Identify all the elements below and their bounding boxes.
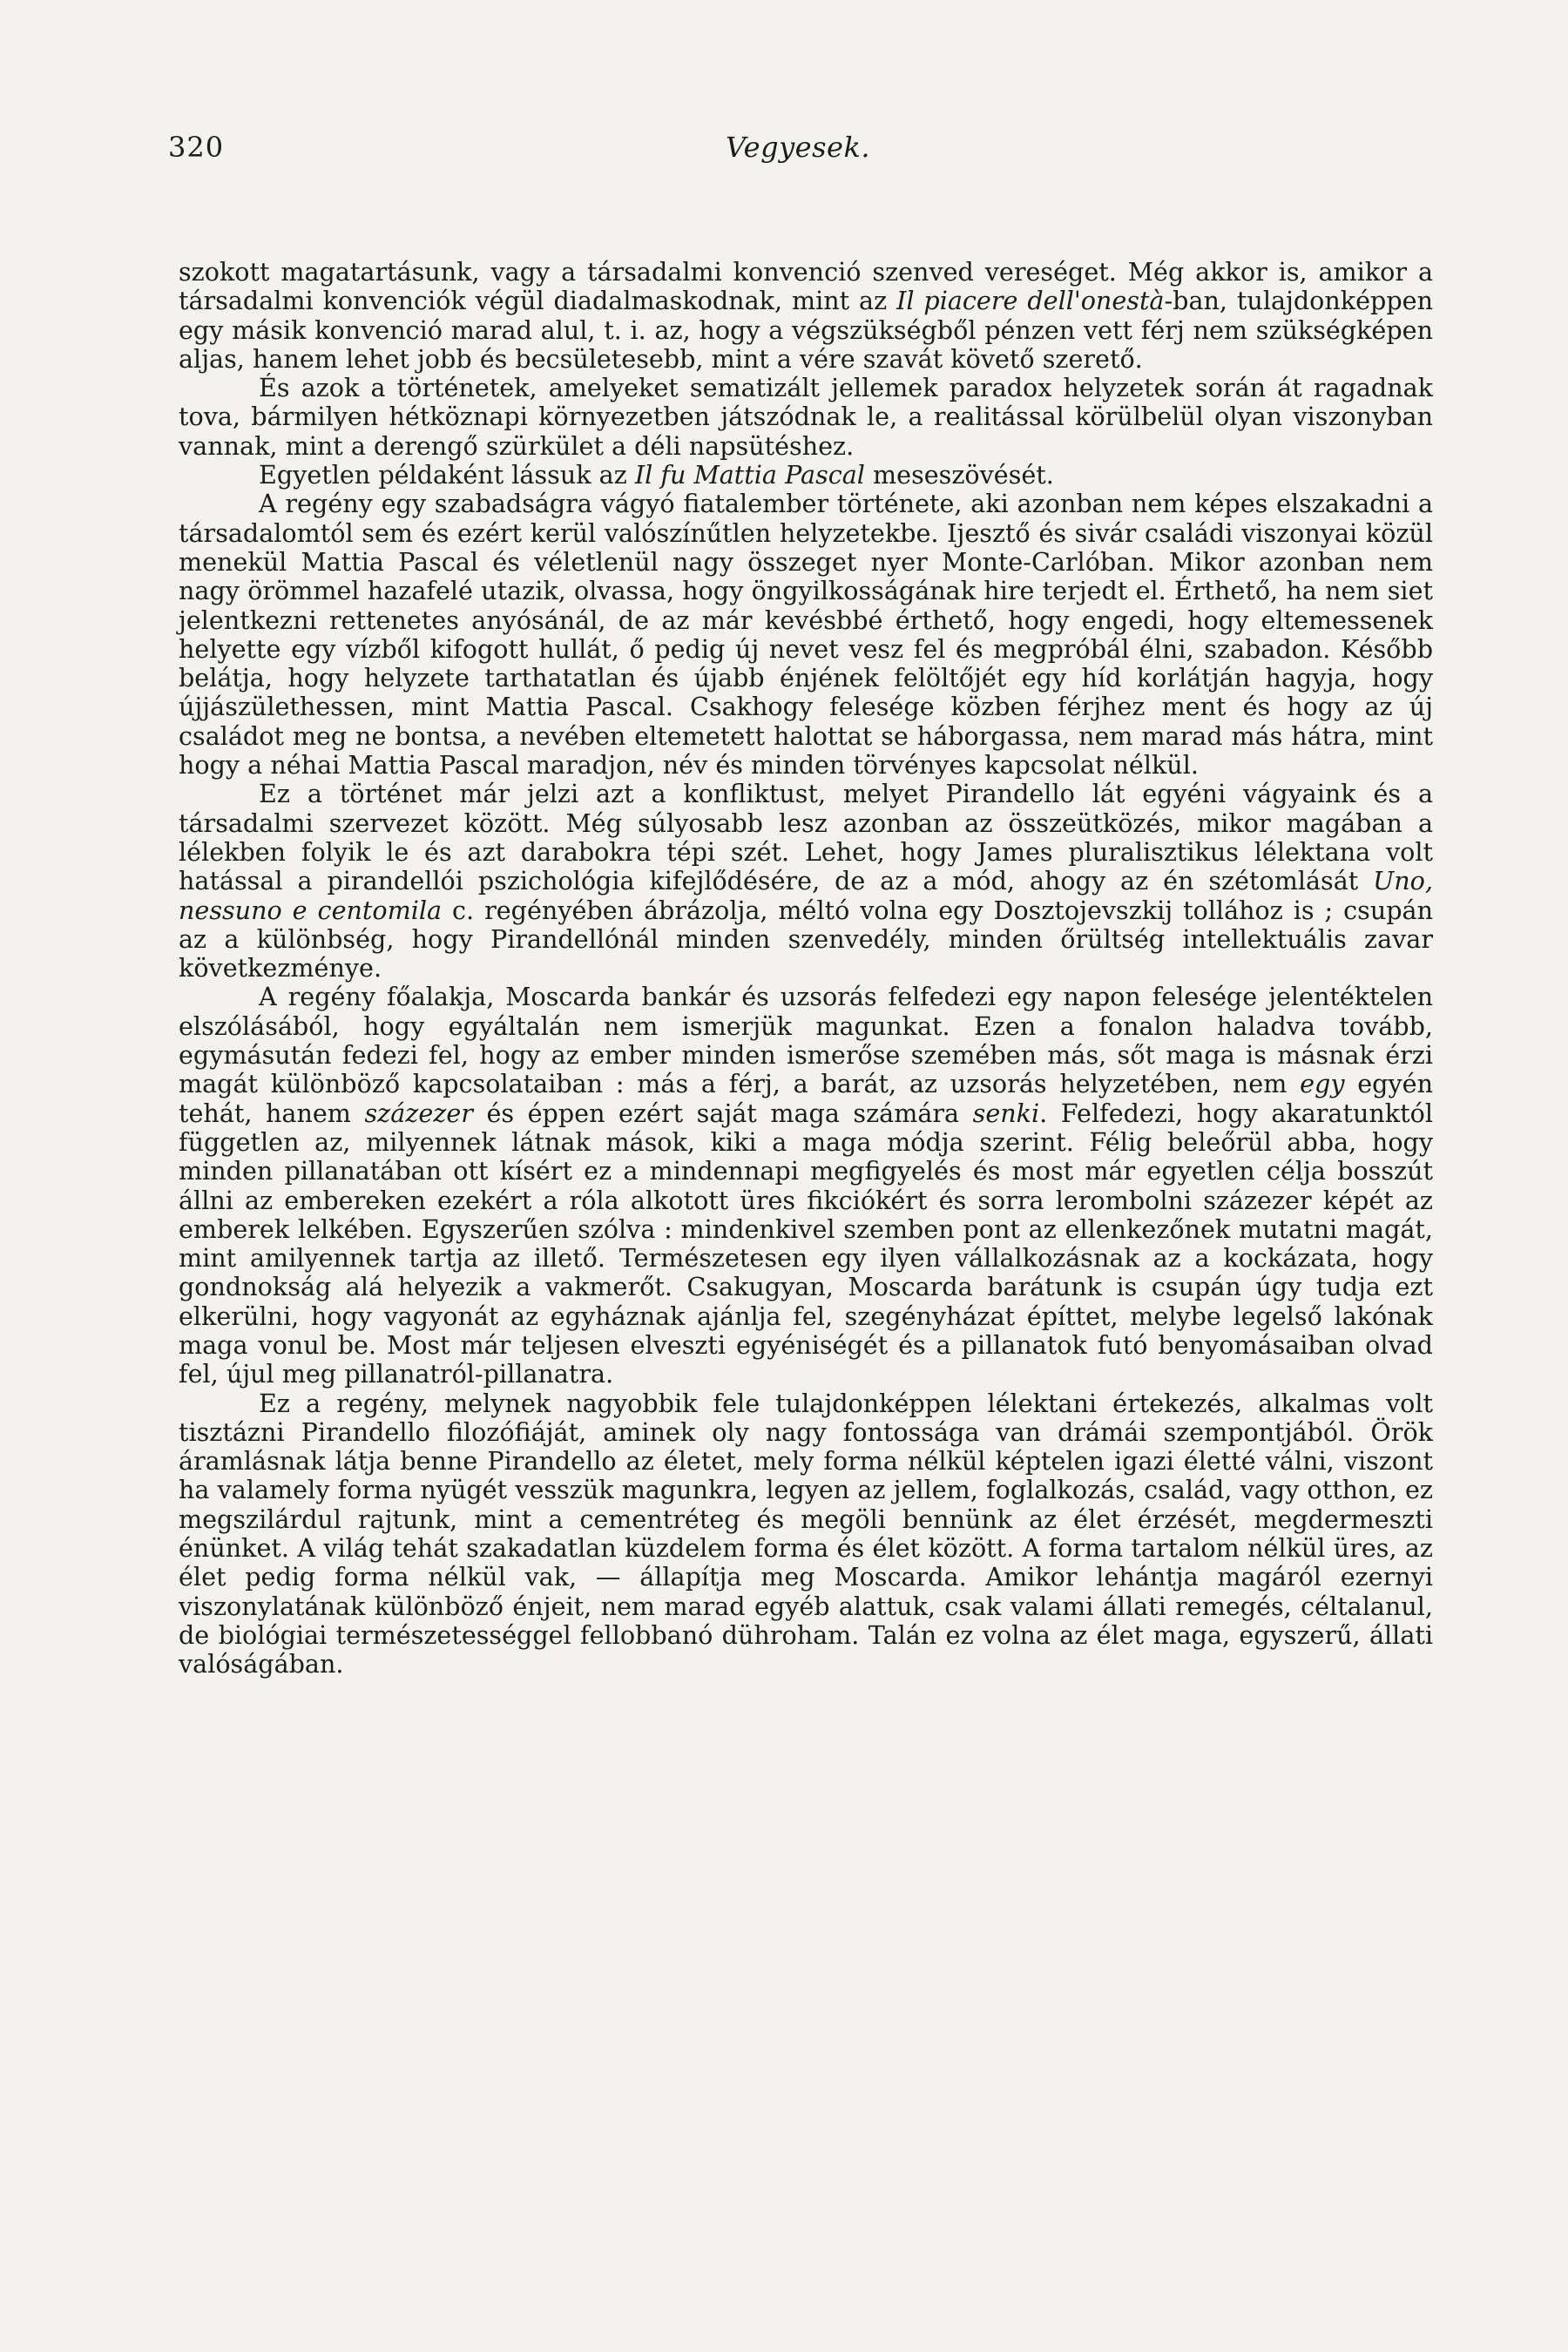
paragraph-1: szokott magatartásunk, vagy a társadalmi konvenció szenved vereséget. Még akkor is, amikor a társadalmi konvenciók végül diadalmaskodnak, mint az Il piacere dell'onestà-ban, tulajdonképpen egy másik konvenció marad alul, t. i. az, hogy a végszükségből pénzen vett férj nem szükségképen aljas, hanem lehet jobb és becsületesebb, mint a vére szavát követő szerető.: [179, 257, 1434, 374]
page-number: 320: [168, 131, 225, 164]
italic-word: senki: [972, 1098, 1040, 1128]
paragraph-3: Egyetlen példaként lássuk az Il fu Mattia Pascal meseszövését.: [259, 460, 1054, 490]
paragraph-2: És azok a történetek, amelyeket sematizált jellemek paradox helyzetek során át ragadnak tova, bármilyen hétköznapi környezetben játszódnak le, a realitással körülbelül olyan viszonyban vannak, mint a derengő szürkület a déli napsütéshez.: [179, 373, 1433, 461]
paragraph-6: A regény főalakja, Moscarda bankár és uzsorás felfedezi egy napon felesége jelentéktelen elszólásából, hogy egyáltalán nem ismerjük magunkat. Ezen a fonalon haladva tovább, egymásután fedezi fel, hogy az ember minden ismerőse szemében más, sőt maga is másnak érzi magát különböző kapcsolataiban : más a férj, a barát, az uzsorás helyzetében, nem egy egyén tehát, hanem százezer és éppen ezért saját maga számára senki. Felfedezi, hogy akaratunktól független az, milyennek látnak mások, kiki a maga módja szerint. Félig beleőrül abba, hogy minden pillanatában ott kísért ez a mindennapi megfigyelés és most már egyetlen célja bosszút állni az embereken ezekért a róla alkotott üres fikciókért és sorra lerombolni százezer képét az emberek lelkében. Egyszerűen szólva : mindenkivel szemben pont az ellenkezőnek mutatni magát, mint amilyennek tartja az illető. Természetesen egy ilyen vállalkozásnak az a kockázata, hogy gondnokság alá helyezik a vakmerőt. Csakugyan, Moscarda barátunk is csupán úgy tudja ezt elkerülni, hogy vagyonát az egyháznak ajánlja fel, szegényházat építtet, melybe legelső lakónak maga vonul be. Most már teljesen elveszti egyéniségét és a pillanatok futó benyomásaiban olvad fel, újul meg pillanatról-pillanatra.: [179, 982, 1433, 1389]
italic-word: egy: [1300, 1069, 1345, 1099]
page-header: [168, 131, 1414, 183]
italic-title: Il fu Mattia Pascal: [634, 460, 865, 490]
italic-title: Il piacere dell'onestà: [896, 286, 1165, 316]
paragraph-7: Ez a regény, melynek nagyobbik fele tulajdonképpen lélektani értekezés, alkalmas volt tisztázni Pirandello filozófiáját, aminek oly nagy fontossága van drámái szempontjából. Örök áramlásnak látja benne Pirandello az életet, mely forma nélkül képtelen igazi életté válni, viszont ha valamely forma nyügét vesszük magunkra, legyen az jellem, foglalkozás, család, vagy otthon, ez megszilárdul rajtunk, mint a cementréteg és megöli bennünk az élet érzését, megdermeszti énünket. A világ tehát szakadatlan küzdelem forma és élet között. A forma tartalom nélkül üres, az élet pedig forma nélkül vak, — állapítja meg Moscarda. Amikor lehántja magáról ezernyi viszonylatának különböző énjeit, nem marad egyéb alattuk, csak valami állati remegés, céltalanul, de biológiai természetességgel fellobbanó dühroham. Talán ez volna az élet maga, egyszerű, állati valóságában.: [179, 1388, 1433, 1680]
paragraph-5: Ez a történet már jelzi azt a konfliktust, melyet Pirandello lát egyéni vágyaink és a társadalmi szervezet között. Még súlyosabb lesz azonban az összeütközés, mikor magában a lélekben folyik le és azt darabokra tépi szét. Lehet, hogy James pluralisztikus lélektana volt hatással a pirandellói pszichológia kifejlődésére, de az a mód, ahogy az én szétomlását Uno, nessuno e centomila c. regényében ábrázolja, méltó volna egy Dosztojevszkij tollához is ; csupán az a különbség, hogy Pirandellónál minden szenvedély, minden őrültség intellektuális zavar következménye.: [179, 779, 1434, 983]
body-text: [179, 258, 1433, 1680]
italic-title: Uno, nessuno e centomila: [179, 866, 1433, 925]
running-head: Vegyesek.: [726, 131, 871, 164]
paragraph-4: A regény egy szabadságra vágyó fiatalember története, aki azonban nem képes elszakadni a társadalomtól sem és ezért kerül valószínűtlen helyzetekbe. Ijesztő és sivár családi viszonyai közül menekül Mattia Pascal és véletlenül nagy összeget nyer Monte-Carlóban. Mikor azonban nem nagy örömmel hazafelé utazik, olvassa, hogy öngyilkosságának hire terjedt el. Érthető, ha nem siet jelentkezni rettenetes anyósánál, de az már kevésbbé érthető, hogy engedi, hogy eltemessenek helyette egy vízből kifogott hullát, ő pedig új nevet vesz fel és megpróbál élni, szabadon. Később belátja, hogy helyzete tarthatatlan és újabb énjének felöltőjét egy híd korlátján hagyja, hogy újjászülethessen, mint Mattia Pascal. Csakhogy felesége közben férjhez ment és hogy az új családot meg ne bontsa, a nevében eltemetett halottat se háborgassa, nem marad más hátra, mint hogy a néhai Mattia Pascal maradjon, név és minden törvényes kapcsolat nélkül.: [179, 489, 1433, 781]
italic-word: százezer: [364, 1098, 473, 1128]
